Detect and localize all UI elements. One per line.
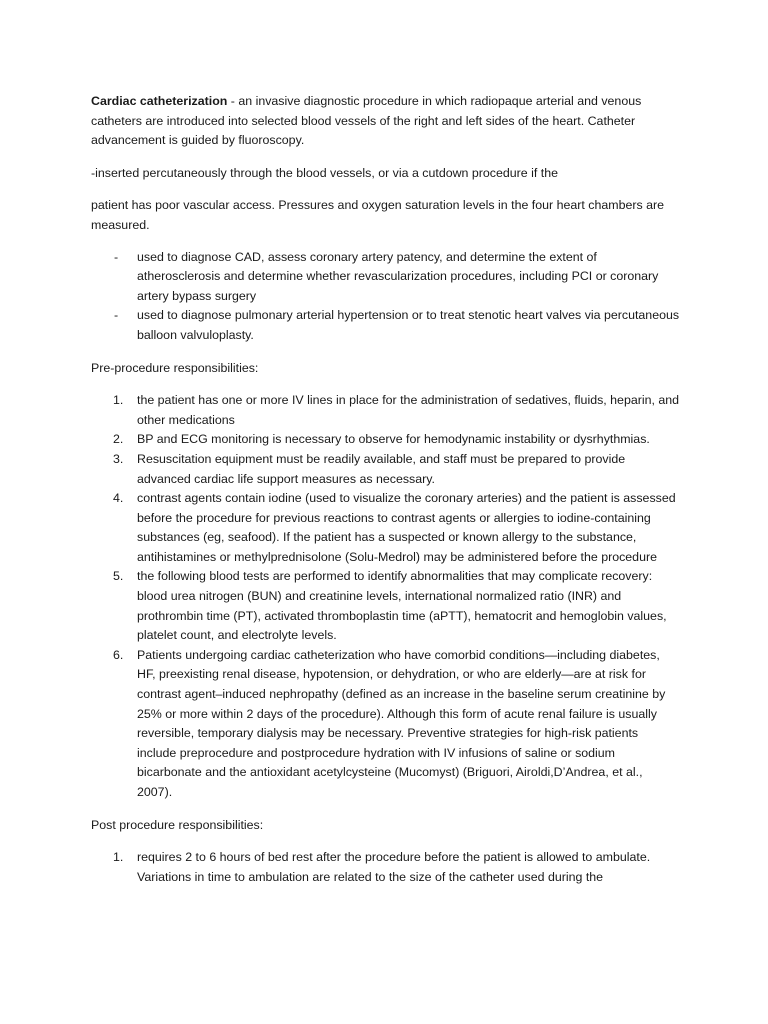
- dash-list: [91, 248, 680, 346]
- list-item-text: the patient has one or more IV lines in place for the administration of sedatives, fluids, heparin, and other medications: [137, 393, 680, 427]
- list-item-text: used to diagnose CAD, assess coronary artery patency, and determine the extent of atherosclerosis and determine whether revascularization procedures, including PCI or coronary artery bypass surgery: [137, 249, 659, 303]
- list-item: [91, 248, 680, 307]
- post-procedure-list: [91, 848, 680, 887]
- list-item-text: used to diagnose pulmonary arterial hypertension or to treat stenotic heart valves via percutaneous balloon valvuloplasty.: [137, 308, 680, 342]
- patient-paragraph: patient has poor vascular access. Pressures and oxygen saturation levels in the four heart chambers are measured.: [91, 198, 665, 232]
- list-item: [91, 489, 680, 567]
- list-item: [91, 450, 680, 489]
- list-item-text: requires 2 to 6 hours of bed rest after the procedure before the patient is allowed to ambulate. Variations in time to ambulation are related to the size of the catheter used during the: [137, 850, 651, 884]
- list-item: [91, 646, 680, 803]
- list-item: [91, 430, 680, 450]
- pre-procedure-heading: Pre-procedure responsibilities:: [91, 360, 259, 375]
- intro-definition: - an invasive diagnostic procedure in which radiopaque arterial and venous catheters are introduced into selected blood vessels of the right and left sides of the heart. Catheter advancement is guided by fluoroscopy.: [91, 94, 642, 148]
- list-item-text: the following blood tests are performed to identify abnormalities that may complicate recovery: blood urea nitrogen (BUN) and creatinine levels, international normalized ratio (INR) and prothrombin time (PT), activated thromboplastin time (aPTT), hematocrit and hemoglobin values, platelet count, and electrolyte levels.: [137, 569, 667, 643]
- list-number: 5.: [113, 569, 124, 584]
- post-procedure-heading: Post procedure responsibilities:: [91, 817, 264, 832]
- list-number: 6.: [113, 647, 124, 662]
- dash-marker: -: [114, 308, 119, 323]
- pre-procedure-list: [91, 391, 680, 802]
- list-number: 3.: [113, 451, 124, 466]
- list-item-text: BP and ECG monitoring is necessary to observe for hemodynamic instability or dysrhythmias.: [137, 432, 650, 447]
- inserted-paragraph: -inserted percutaneously through the blood vessels, or via a cutdown procedure if the: [91, 165, 558, 180]
- list-number: 1.: [113, 393, 124, 408]
- intro-term: Cardiac catheterization: [91, 94, 228, 108]
- list-item: [91, 848, 680, 887]
- list-number: 1.: [113, 850, 124, 865]
- list-item-text: Patients undergoing cardiac catheterization who have comorbid conditions—including diabetes, HF, preexisting renal disease, hypotension, or dehydration, or who are elderly—are at risk for contrast agent–induced nephropathy (defined as an increase in the baseline serum creatinine by 25% or more within 2 days of the procedure). Although this form of acute renal failure is usually reversible, temporary dialysis may be necessary. Preventive strategies for high-risk patients include preprocedure and postprocedure hydration with IV infusions of saline or sodium bicarbonate and the antioxidant acetylcysteine (Mucomyst) (Briguori, Airoldi,D’Andrea, et al., 2007).: [137, 647, 666, 799]
- list-item: [91, 306, 680, 345]
- list-number: 4.: [113, 491, 124, 506]
- list-number: 2.: [113, 432, 124, 447]
- list-item-text: contrast agents contain iodine (used to visualize the coronary arteries) and the patient is assessed before the procedure for previous reactions to contrast agents or allergies to iodine-containing substances (eg, seafood). If the patient has a suspected or known allergy to the substance, antihistamines or methylprednisolone (Solu-Medrol) may be administered before the procedure: [137, 491, 676, 564]
- list-item: [91, 391, 680, 430]
- dash-marker: -: [114, 249, 119, 264]
- list-item: [91, 567, 680, 645]
- list-item-text: Resuscitation equipment must be readily available, and staff must be prepared to provide advanced cardiac life support measures as necessary.: [137, 451, 626, 486]
- intro-paragraph: [91, 92, 680, 151]
